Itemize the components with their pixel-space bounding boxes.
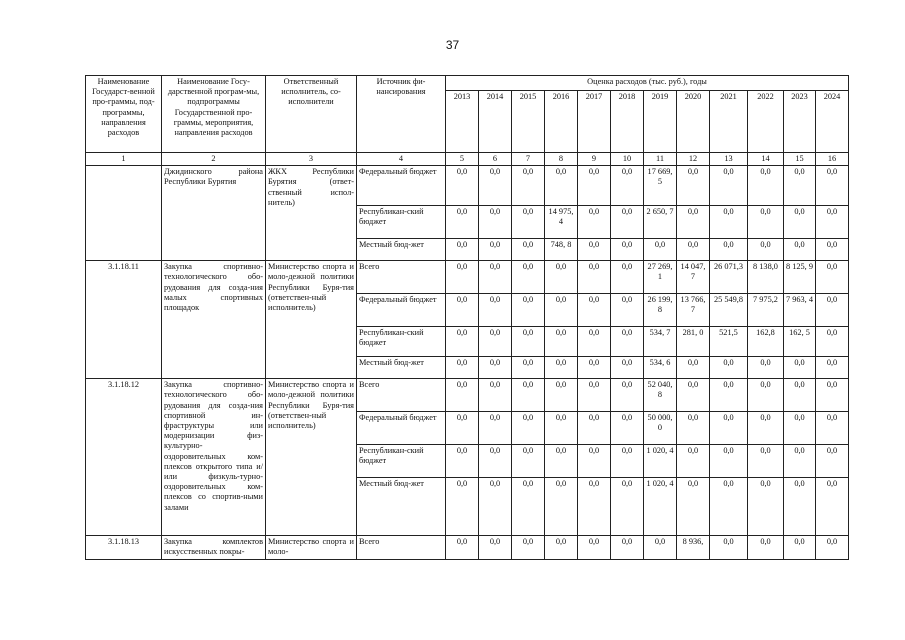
- expense-value: 0,0: [677, 206, 710, 239]
- expense-value: 0,0: [784, 478, 816, 536]
- expense-value: 0,0: [479, 536, 512, 559]
- expense-value: 0,0: [446, 412, 479, 445]
- expense-value: 0,0: [512, 357, 545, 379]
- expense-value: 0,0: [545, 445, 578, 478]
- expense-value: 0,0: [816, 261, 849, 294]
- expense-value: 0,0: [446, 445, 479, 478]
- expense-value: 0,0: [512, 239, 545, 261]
- expense-value: 521,5: [710, 327, 748, 357]
- expense-value: 0,0: [512, 261, 545, 294]
- funding-source: Республикан-ский бюджет: [357, 445, 446, 478]
- table-row: [86, 261, 849, 294]
- expense-value: 0,0: [611, 478, 644, 536]
- expense-value: 0,0: [545, 327, 578, 357]
- table-row: [86, 536, 849, 559]
- expense-value: 52 040, 8: [644, 379, 677, 412]
- column-index: 14: [748, 153, 784, 166]
- measure-name: Закупка спортивно-технологического обо-рудования для созда-ния спортивной ин-фраструктуры или модернизации физ-культурно-оздоровительных ком-плексов открытого типа и/или физкуль-турно-оздоровительных ком-плексов со спортив-ными залами: [162, 379, 266, 536]
- expense-value: 0,0: [512, 294, 545, 327]
- expense-value: 0,0: [512, 478, 545, 536]
- expense-value: 0,0: [512, 206, 545, 239]
- expense-value: 0,0: [748, 206, 784, 239]
- expense-value: 0,0: [512, 412, 545, 445]
- expense-value: 0,0: [611, 445, 644, 478]
- expense-value: 50 000, 0: [644, 412, 677, 445]
- measure-name: Закупка спортивно-технологического обо-рудования для созда-ния малых спортивных площадок: [162, 261, 266, 379]
- expense-value: 0,0: [748, 166, 784, 206]
- column-index: 7: [512, 153, 545, 166]
- year-header: 2019: [644, 91, 677, 153]
- expense-value: 0,0: [677, 412, 710, 445]
- expense-value: 0,0: [816, 357, 849, 379]
- year-header: 2024: [816, 91, 849, 153]
- column-index: 10: [611, 153, 644, 166]
- expense-value: 26 071,3: [710, 261, 748, 294]
- expense-value: 162,8: [748, 327, 784, 357]
- responsible-executor: Министерство спорта и моло-: [266, 536, 357, 559]
- expense-value: 0,0: [479, 239, 512, 261]
- column-index: 11: [644, 153, 677, 166]
- expense-value: 0,0: [578, 261, 611, 294]
- expense-value: 0,0: [710, 445, 748, 478]
- expense-value: 0,0: [644, 239, 677, 261]
- header-executor: Ответственный исполнитель, со-исполнители: [266, 76, 357, 153]
- expense-value: 0,0: [545, 166, 578, 206]
- page-number: 37: [445, 38, 460, 52]
- funding-source: Федеральный бюджет: [357, 294, 446, 327]
- expense-value: 0,0: [611, 379, 644, 412]
- expense-value: 0,0: [578, 206, 611, 239]
- column-index: 5: [446, 153, 479, 166]
- expense-value: 0,0: [446, 239, 479, 261]
- expense-value: 0,0: [611, 166, 644, 206]
- year-header: 2021: [710, 91, 748, 153]
- expense-value: 0,0: [578, 166, 611, 206]
- expense-value: 0,0: [748, 445, 784, 478]
- expense-value: 0,0: [479, 379, 512, 412]
- expense-value: 0,0: [578, 478, 611, 536]
- funding-source: Местный бюд-жет: [357, 239, 446, 261]
- measure-code: [86, 166, 162, 261]
- expense-value: 0,0: [748, 478, 784, 536]
- expense-value: 0,0: [479, 357, 512, 379]
- expense-value: 1 020, 4: [644, 445, 677, 478]
- expense-value: 534, 7: [644, 327, 677, 357]
- column-index: 4: [357, 153, 446, 166]
- expense-value: 0,0: [710, 536, 748, 559]
- expense-value: 0,0: [784, 166, 816, 206]
- expense-value: 0,0: [677, 239, 710, 261]
- expense-value: 0,0: [446, 478, 479, 536]
- header-measure: Наименование Госу-дарственной програм-мы, подпрограммы Государственной про-граммы, мероприятия, направления расходов: [162, 76, 266, 153]
- expense-value: 0,0: [677, 166, 710, 206]
- expense-value: 14 047, 7: [677, 261, 710, 294]
- expense-value: 0,0: [512, 379, 545, 412]
- year-header: 2020: [677, 91, 710, 153]
- expense-value: 0,0: [545, 379, 578, 412]
- column-index: 2: [162, 153, 266, 166]
- expense-value: 8 936,: [677, 536, 710, 559]
- expense-value: 0,0: [578, 379, 611, 412]
- expense-value: 0,0: [479, 478, 512, 536]
- measure-code: 3.1.18.12: [86, 379, 162, 536]
- expense-value: 0,0: [816, 412, 849, 445]
- expense-value: 0,0: [710, 379, 748, 412]
- expense-value: 0,0: [816, 294, 849, 327]
- expense-value: 0,0: [479, 327, 512, 357]
- expense-value: 0,0: [784, 536, 816, 559]
- expense-value: 0,0: [545, 412, 578, 445]
- expense-value: 0,0: [816, 445, 849, 478]
- expense-value: 26 199, 8: [644, 294, 677, 327]
- expense-value: 0,0: [611, 357, 644, 379]
- expense-value: 27 269, 1: [644, 261, 677, 294]
- column-index: 12: [677, 153, 710, 166]
- expense-value: 8 138,0: [748, 261, 784, 294]
- expense-value: 0,0: [748, 379, 784, 412]
- expense-value: 0,0: [677, 445, 710, 478]
- expense-value: 25 549,8: [710, 294, 748, 327]
- year-header: 2023: [784, 91, 816, 153]
- expense-value: 0,0: [611, 536, 644, 559]
- expense-value: 0,0: [710, 412, 748, 445]
- funding-source: Местный бюд-жет: [357, 357, 446, 379]
- expense-value: 0,0: [512, 536, 545, 559]
- expense-value: 0,0: [578, 294, 611, 327]
- expense-value: 0,0: [446, 357, 479, 379]
- column-index: 9: [578, 153, 611, 166]
- expense-value: 162, 5: [784, 327, 816, 357]
- column-index: 16: [816, 153, 849, 166]
- year-header: 2013: [446, 91, 479, 153]
- expense-value: 0,0: [784, 379, 816, 412]
- measure-code: 3.1.18.13: [86, 536, 162, 559]
- column-index: 6: [479, 153, 512, 166]
- responsible-executor: Министерство спорта и моло-дежной политики Республики Буря-тия (ответствен-ный исполнитель): [266, 379, 357, 536]
- expense-value: 0,0: [748, 536, 784, 559]
- expense-value: 8 125, 9: [784, 261, 816, 294]
- expense-value: 0,0: [784, 239, 816, 261]
- funding-source: Федеральный бюджет: [357, 166, 446, 206]
- expense-value: 0,0: [578, 327, 611, 357]
- expense-value: 0,0: [644, 536, 677, 559]
- expense-value: 0,0: [446, 327, 479, 357]
- table-row: [86, 166, 849, 206]
- expense-value: 0,0: [677, 357, 710, 379]
- expense-value: 281, 0: [677, 327, 710, 357]
- expense-value: 0,0: [784, 206, 816, 239]
- column-index: 1: [86, 153, 162, 166]
- expense-value: 0,0: [578, 536, 611, 559]
- header-estimate: Оценка расходов (тыс. руб.), годы: [446, 76, 849, 91]
- expense-value: 534, 6: [644, 357, 677, 379]
- expense-value: 0,0: [512, 327, 545, 357]
- expense-value: 0,0: [748, 239, 784, 261]
- expense-value: 0,0: [446, 536, 479, 559]
- expense-value: 0,0: [578, 412, 611, 445]
- expense-value: 0,0: [578, 239, 611, 261]
- expense-value: 1 020, 4: [644, 478, 677, 536]
- expense-value: 0,0: [446, 166, 479, 206]
- expense-value: 0,0: [446, 206, 479, 239]
- expense-value: 0,0: [611, 261, 644, 294]
- column-index: 8: [545, 153, 578, 166]
- expense-value: 0,0: [578, 445, 611, 478]
- year-header: 2016: [545, 91, 578, 153]
- year-header: 2014: [479, 91, 512, 153]
- expense-value: 0,0: [611, 239, 644, 261]
- expense-value: 0,0: [479, 206, 512, 239]
- expense-value: 0,0: [710, 478, 748, 536]
- expense-value: 14 975, 4: [545, 206, 578, 239]
- year-header: 2015: [512, 91, 545, 153]
- year-header: 2017: [578, 91, 611, 153]
- expense-value: 0,0: [611, 294, 644, 327]
- expense-value: 7 963, 4: [784, 294, 816, 327]
- column-index: 15: [784, 153, 816, 166]
- expense-value: 0,0: [479, 445, 512, 478]
- measure-code: 3.1.18.11: [86, 261, 162, 379]
- expense-value: 0,0: [545, 294, 578, 327]
- expense-value: 0,0: [816, 536, 849, 559]
- responsible-executor: Министерство спорта и моло-дежной политики Республики Буря-тия (ответствен-ный исполнитель): [266, 261, 357, 379]
- responsible-executor: ЖКХ Республики Бурятия (ответ-ственный испол-нитель): [266, 166, 357, 261]
- measure-name: Закупка комплектов искусственных покры-: [162, 536, 266, 559]
- expense-value: 0,0: [545, 478, 578, 536]
- expense-value: 0,0: [677, 379, 710, 412]
- funding-source: Всего: [357, 379, 446, 412]
- expense-value: 0,0: [748, 412, 784, 445]
- expense-value: 0,0: [479, 294, 512, 327]
- funding-source: Местный бюд-жет: [357, 478, 446, 536]
- expense-value: 0,0: [816, 239, 849, 261]
- expense-value: 0,0: [611, 206, 644, 239]
- expense-value: 0,0: [784, 412, 816, 445]
- funding-source: Республикан-ский бюджет: [357, 206, 446, 239]
- expense-value: 0,0: [816, 379, 849, 412]
- measure-name: Джидинского района Республики Бурятия: [162, 166, 266, 261]
- expense-value: 0,0: [710, 166, 748, 206]
- expense-value: 0,0: [784, 357, 816, 379]
- expense-value: 7 975,2: [748, 294, 784, 327]
- expense-value: 0,0: [816, 327, 849, 357]
- expense-value: 0,0: [512, 166, 545, 206]
- year-header: 2018: [611, 91, 644, 153]
- table-row: [86, 379, 849, 412]
- funding-source: Всего: [357, 536, 446, 559]
- expense-value: 0,0: [784, 445, 816, 478]
- expense-value: 0,0: [816, 478, 849, 536]
- funding-source: Республикан-ский бюджет: [357, 327, 446, 357]
- header-program: Наименование Государст-венной про-граммы, под-программы, направления расходов: [86, 76, 162, 153]
- expense-value: 0,0: [479, 412, 512, 445]
- expense-value: 0,0: [816, 206, 849, 239]
- column-index: 3: [266, 153, 357, 166]
- expense-value: 0,0: [512, 445, 545, 478]
- funding-source: Федеральный бюджет: [357, 412, 446, 445]
- expense-value: 17 669, 5: [644, 166, 677, 206]
- expense-value: 0,0: [677, 478, 710, 536]
- expense-value: 748, 8: [545, 239, 578, 261]
- expense-value: 13 766, 7: [677, 294, 710, 327]
- expense-value: 0,0: [578, 357, 611, 379]
- expense-value: 0,0: [446, 379, 479, 412]
- expense-value: 0,0: [710, 357, 748, 379]
- expenditure-table: [85, 75, 849, 560]
- expense-value: 0,0: [545, 536, 578, 559]
- expense-value: 0,0: [748, 357, 784, 379]
- expense-value: 0,0: [446, 294, 479, 327]
- expense-value: 0,0: [479, 166, 512, 206]
- expense-value: 0,0: [479, 261, 512, 294]
- expense-value: 2 650, 7: [644, 206, 677, 239]
- expense-value: 0,0: [545, 357, 578, 379]
- expense-value: 0,0: [446, 261, 479, 294]
- funding-source: Всего: [357, 261, 446, 294]
- year-header: 2022: [748, 91, 784, 153]
- expense-value: 0,0: [611, 412, 644, 445]
- expense-value: 0,0: [816, 166, 849, 206]
- expense-value: 0,0: [710, 206, 748, 239]
- header-source: Источник фи-нансирования: [357, 76, 446, 153]
- expense-value: 0,0: [710, 239, 748, 261]
- expense-value: 0,0: [545, 261, 578, 294]
- column-index: 13: [710, 153, 748, 166]
- expense-value: 0,0: [611, 327, 644, 357]
